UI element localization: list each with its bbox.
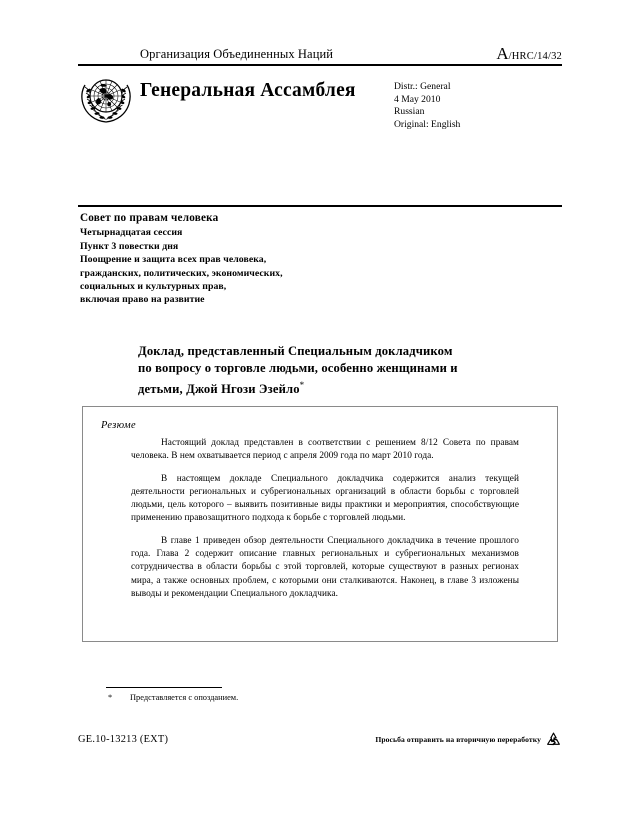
- distribution-block: [394, 72, 562, 131]
- organization-name: Организация Объединенных Наций: [140, 47, 334, 61]
- distr-date: 4 May 2010: [394, 93, 441, 105]
- report-title-line-2: по вопросу о торговле людьми, особенно женщинами и: [138, 361, 458, 376]
- distr-language: Russian: [394, 106, 425, 118]
- footnote-text: Представляется с опозданием.: [130, 693, 239, 702]
- document-symbol-rest: /HRC/14/32: [508, 50, 562, 62]
- report-title-line-1: Доклад, представленный Специальным докладчиком: [138, 344, 453, 358]
- agenda-title-line-3: социальных и культурных прав,: [80, 281, 227, 293]
- summary-paragraph: Настоящий доклад представлен в соответствии с решением 8/12 Совета по правам человека. В нем охватывается период с апреля 2009 года по март 2010 года.: [131, 438, 519, 462]
- recycle-notice: [375, 731, 562, 748]
- organ-name: Совет по правам человека: [80, 212, 219, 224]
- recycle-text: Просьба отправить на вторичную переработку: [375, 735, 541, 744]
- report-title-footnote-mark: *: [299, 380, 305, 391]
- report-title-line-3: детьми, Джой Нгози Эзейло: [138, 382, 300, 397]
- job-symbol: GE.10-13213 (EXT): [78, 734, 169, 745]
- summary-body: [131, 437, 519, 610]
- summary-paragraph: В главе 1 приведен обзор деятельности Специального докладчика в течение прошлого года. Глава 2 содержит описание главных региональных и субрегиональных механизмов сотрудничества в области борьбы с этой торговлей, которые существуют в разных регионах мира, а также основных проблем, с которыми они сталкиваются. Наконец, в главе 3 изложены выводы и рекомендации Специального докладчика.: [131, 535, 519, 599]
- summary-box: [82, 406, 558, 642]
- agenda-item: Пункт 3 повестки дня: [80, 240, 179, 252]
- recycling-icon: [545, 731, 562, 748]
- agenda-title-line-4: включая право на развитие: [80, 294, 205, 306]
- agenda-title-line-1: Поощрение и защита всех прав человека,: [80, 254, 267, 266]
- report-title: [138, 343, 528, 399]
- distr-general: Distr.: General: [394, 81, 451, 92]
- distr-original: Original: English: [394, 118, 461, 130]
- page-footer: [78, 731, 562, 748]
- masthead-body-row: [78, 72, 562, 131]
- masthead: [78, 44, 562, 131]
- session-block: [80, 212, 500, 307]
- masthead-top-row: [78, 44, 562, 62]
- session-rule: [78, 205, 562, 207]
- agenda-title-line-2: гражданских, политических, экономических,: [80, 267, 283, 279]
- masthead-rule: [78, 64, 562, 66]
- page-title: Генеральная Ассамблея: [140, 80, 356, 101]
- summary-label: Резюме: [101, 420, 137, 431]
- footnote: [106, 692, 506, 704]
- summary-paragraph: В настоящем докладе Специального докладчика содержится анализ текущей деятельности региональных и субрегиональных организаций в области борьбы с торговлей людьми, цель которого – выявить позитивные виды практики и мероприятия, способствующие применению правозащитного подхода к борьбе с торговлей людьми.: [131, 473, 519, 524]
- session-number: Четырнадцатая сессия: [80, 227, 183, 239]
- footnote-separator: [106, 687, 222, 688]
- document-symbol: [496, 45, 562, 63]
- footnote-mark: *: [108, 693, 113, 702]
- document-symbol-prefix: A: [496, 43, 509, 63]
- un-emblem: [78, 72, 140, 126]
